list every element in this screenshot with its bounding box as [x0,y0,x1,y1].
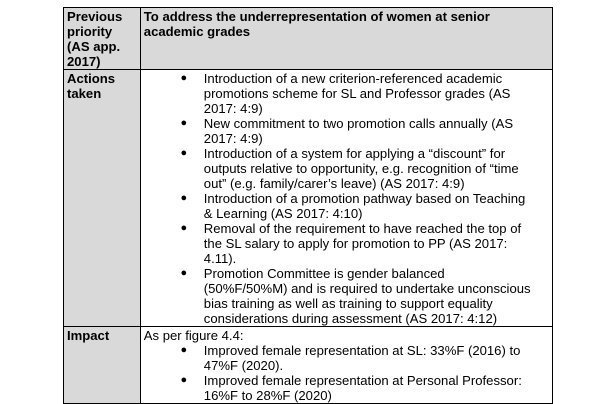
list-item [179,343,549,373]
actions-content-cell [140,70,552,327]
bullet-icon: ● [180,72,188,84]
action-item-text: Removal of the requirement to have reached the top of the SL salary to apply for promotion to PP (AS 2017: 4.11). [203,221,522,266]
previous-priority-label: Previous priority (AS app. 2017) [67,9,123,69]
impact-label: Impact [67,328,110,343]
header-title-cell [140,8,552,70]
impact-label-cell [64,327,141,404]
priority-title: To address the underrepresentation of women at senior academic grades [143,9,490,39]
priority-table [63,7,553,404]
action-item-text: Introduction of a new criterion-referenced academic promotions scheme for SL and Professor grades (AS 2017: 4:9) [203,71,511,116]
bullet-icon: ● [180,344,188,356]
list-item [179,373,549,403]
action-item-text: Promotion Committee is gender balanced (50%F/50%M) and is required to undertake unconscious bias training as well as training to support equality considerations during assessment (AS 2017: 4:12) [203,266,531,326]
impact-intro: As per figure 4.4: [143,328,244,343]
impact-list [144,343,549,403]
bullet-icon: ● [180,222,188,234]
actions-taken-label: Actions taken [67,71,116,101]
bullet-icon: ● [180,117,188,129]
impact-item-text: Improved female representation at Personal Professor: 16%F to 28%F (2020) [203,373,522,403]
table-header-row [64,8,553,70]
list-item [179,71,549,116]
action-item-text: New commitment to two promotion calls annually (AS 2017: 4:9) [203,116,514,146]
action-item-text: Introduction of a promotion pathway based on Teaching & Learning (AS 2017: 4:10) [203,191,526,221]
actions-list [144,71,549,326]
bullet-icon: ● [180,267,188,279]
impact-content-cell [140,327,552,404]
list-item [179,266,549,326]
impact-row [64,327,553,404]
actions-label-cell [64,70,141,327]
action-item-text: Introduction of a system for applying a “discount” for outputs relative to opportunity, e.g. recognition of “time out” (e.g. family/carer’s leave) (AS 2017: 4:9) [203,146,519,191]
list-item [179,191,549,221]
list-item [179,116,549,146]
actions-row [64,70,553,327]
bullet-icon: ● [180,147,188,159]
bullet-icon: ● [180,374,188,386]
header-label-cell [64,8,141,70]
impact-item-text: Improved female representation at SL: 33%F (2016) to 47%F (2020). [203,343,521,373]
list-item [179,146,549,191]
bullet-icon: ● [180,192,188,204]
list-item [179,221,549,266]
